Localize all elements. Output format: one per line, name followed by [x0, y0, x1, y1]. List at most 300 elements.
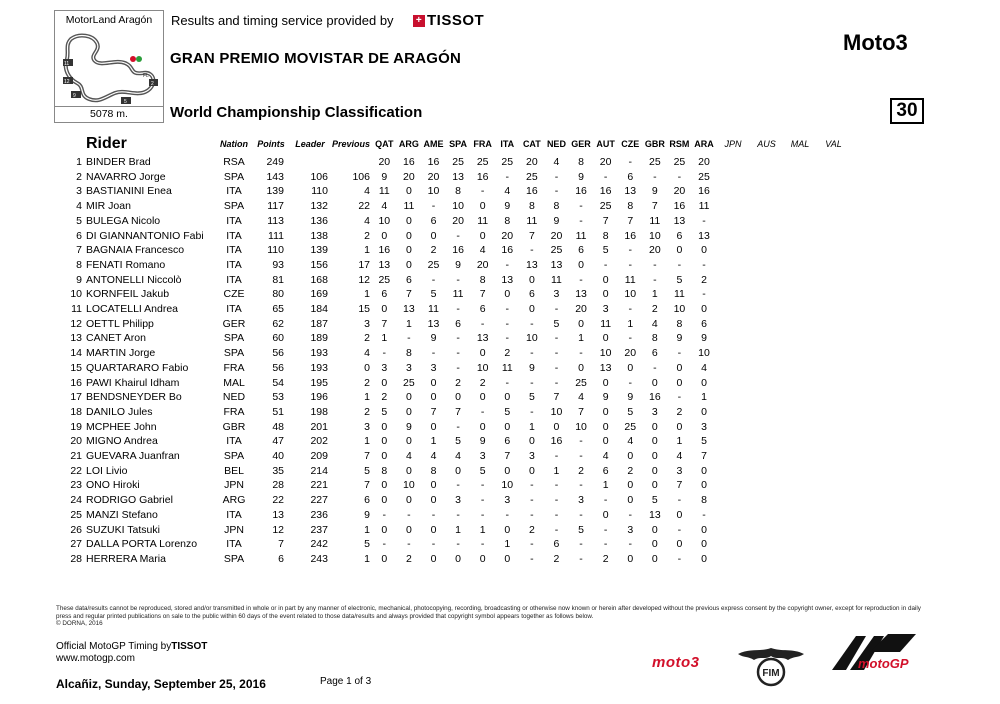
race-result: 13 [648, 508, 661, 521]
race-result: 20 [427, 170, 440, 183]
race-result: 6 [553, 538, 560, 551]
future-race-result [716, 464, 750, 479]
race-result: - [530, 347, 534, 360]
future-race-result [783, 273, 817, 288]
rider-nation: SPA [223, 552, 245, 565]
race-result: 2 [627, 464, 634, 477]
race-result: 6 [479, 303, 486, 316]
rider-nation: ITA [226, 258, 242, 271]
race-result: 20 [378, 156, 391, 168]
rider-position: 11 [71, 303, 82, 316]
race-result: 0 [701, 552, 707, 565]
race-result: - [456, 538, 460, 551]
future-race-result [817, 361, 851, 376]
future-race-result [716, 214, 750, 229]
race-result: 2 [651, 303, 658, 316]
race-result: - [677, 494, 682, 507]
rider-nation: SPA [223, 200, 245, 213]
race-result: 9 [430, 332, 437, 345]
future-race-result [750, 199, 784, 214]
race-result: 0 [701, 523, 707, 536]
race-result: 3 [381, 361, 388, 374]
race-result: - [530, 494, 534, 507]
rider-position: 16 [70, 376, 82, 389]
table-row [56, 405, 850, 420]
table-header-row [56, 133, 850, 155]
race-result: 4 [455, 450, 461, 463]
race-result: - [579, 273, 583, 286]
rider-name: MIGNO Andrea [86, 435, 158, 448]
rider-position: 10 [70, 288, 82, 301]
rider-points: 60 [272, 332, 284, 345]
race-result: 13 [624, 185, 637, 198]
race-result: 0 [676, 376, 683, 389]
header-race: NED [546, 139, 566, 149]
race-result: - [653, 258, 657, 271]
race-result: 16 [673, 200, 686, 213]
rider-nation: ITA [226, 538, 242, 551]
race-result: 25 [526, 170, 538, 183]
race-result: 0 [651, 479, 658, 492]
disclaimer [56, 605, 926, 628]
future-race-result [783, 331, 817, 346]
gap-to-leader: 237 [310, 523, 328, 536]
race-result: 0 [701, 405, 707, 418]
future-race-result [817, 434, 851, 449]
race-result: 0 [504, 552, 511, 565]
race-result: 10 [427, 185, 440, 198]
race-result: 0 [405, 435, 412, 448]
race-result: - [530, 538, 534, 551]
future-race-result [716, 405, 750, 420]
race-result: 6 [455, 317, 461, 330]
table-row [56, 273, 850, 288]
gap-to-previous: 17 [358, 258, 370, 271]
race-result: 0 [504, 288, 511, 301]
race-result: 0 [627, 479, 634, 492]
gap-to-previous: 0 [364, 361, 370, 374]
future-race-result [750, 331, 784, 346]
race-result: 10 [476, 361, 489, 374]
rider-points: 143 [266, 170, 284, 183]
rider-nation: MAL [223, 376, 245, 389]
future-race-result [817, 317, 851, 332]
rider-name: SUZUKI Tatsuki [86, 523, 160, 536]
future-race-result [817, 537, 851, 552]
moto3-logo: moto3 [652, 654, 700, 671]
gap-to-leader: 227 [310, 494, 328, 507]
race-result: 0 [627, 361, 634, 374]
rider-position: 20 [70, 435, 82, 448]
gap-to-previous: 2 [364, 376, 370, 389]
race-result: - [603, 170, 608, 183]
future-race-result [750, 155, 784, 170]
race-result: 10 [550, 405, 563, 418]
race-result: 0 [405, 405, 412, 418]
future-race-result [817, 229, 851, 244]
gap-to-previous [330, 155, 372, 170]
race-result: 6 [405, 273, 412, 286]
rider-position: 15 [70, 361, 82, 374]
future-race-result [783, 346, 817, 361]
future-race-result [817, 170, 851, 185]
race-result: 7 [405, 288, 412, 301]
race-result: - [530, 244, 534, 257]
rider-name: MIR Joan [86, 200, 131, 213]
table-row [56, 478, 850, 493]
header-race: FRA [473, 139, 492, 149]
gap-to-previous: 2 [364, 405, 370, 418]
race-result: 8 [602, 229, 609, 242]
rider-position: 22 [70, 464, 82, 477]
race-result: 2 [381, 391, 388, 404]
race-result: 0 [430, 552, 437, 565]
race-result: 0 [553, 420, 560, 433]
race-result: - [456, 347, 460, 360]
rider-points: 81 [272, 273, 284, 286]
gap-to-previous: 4 [364, 347, 370, 360]
race-result: 11 [501, 361, 513, 374]
future-race-result [750, 523, 784, 538]
future-race-result [817, 273, 851, 288]
race-result: 8 [479, 273, 486, 286]
race-result: 0 [479, 552, 486, 565]
race-result: - [554, 450, 559, 463]
race-result: 16 [698, 185, 710, 198]
race-result: - [431, 273, 436, 286]
race-result: - [603, 523, 608, 536]
race-result: 3 [578, 494, 584, 507]
race-result: - [456, 273, 460, 286]
race-result: 13 [599, 361, 612, 374]
race-result: - [628, 376, 632, 389]
future-race-result [817, 258, 851, 273]
race-result: 4 [578, 391, 584, 404]
race-result: 0 [701, 538, 707, 551]
race-result: 10 [452, 200, 464, 213]
future-race-result [750, 420, 784, 435]
race-result: 0 [479, 229, 486, 242]
race-result: 0 [430, 494, 437, 507]
race-result: 5 [676, 273, 683, 286]
circuit-box [54, 10, 164, 123]
future-race-result [817, 331, 851, 346]
race-result: 16 [403, 156, 415, 168]
race-result: 16 [501, 244, 514, 257]
race-result: 7 [701, 450, 707, 463]
future-race-result [783, 449, 817, 464]
rider-points: 93 [272, 258, 284, 271]
turn-label: 11 [64, 61, 70, 67]
race-result: - [480, 508, 485, 521]
future-race-result [716, 243, 750, 258]
rider-name: MANZI Stefano [86, 508, 158, 521]
race-result: - [480, 185, 485, 198]
future-race-result [750, 317, 784, 332]
header-future-race: JPN [724, 139, 742, 149]
gap-to-previous: 3 [364, 420, 370, 433]
provided-by-text: Results and timing service provided by [171, 13, 394, 28]
race-result: - [579, 214, 583, 227]
future-race-result [783, 420, 817, 435]
race-result: 0 [430, 229, 437, 242]
race-result: 10 [526, 332, 538, 345]
race-result: - [603, 538, 608, 551]
race-result: 13 [698, 229, 710, 242]
race-result: 10 [648, 229, 661, 242]
race-result: 0 [504, 464, 511, 477]
future-race-result [817, 214, 851, 229]
table-row [56, 523, 850, 538]
race-result: 0 [381, 450, 388, 463]
future-race-result [716, 376, 750, 391]
race-result: - [554, 523, 559, 536]
race-result: - [530, 317, 534, 330]
race-result: 7 [430, 405, 437, 418]
rider-name: BAGNAIA Francesco [86, 244, 185, 257]
future-race-result [716, 331, 750, 346]
race-result: 25 [501, 156, 514, 168]
race-result: 0 [504, 391, 511, 404]
race-result: 0 [405, 523, 412, 536]
future-race-result [783, 390, 817, 405]
turn-label: 2 [151, 81, 154, 87]
disclaimer-text: These data/results cannot be reproduced, stored and/or transmitted in whole or in part by any manner of electronic, mechanical, photocopying, recording, broadcasting or otherwise now known or herein after developed without the previous express consent by the copyright owner, except for reproduction in daily press and regular printed publications on sale to the public within 60 days of the event related to those data/results and always provided that copyright symbol appears together as follows below. [56, 605, 921, 620]
rider-name: DANILO Jules [86, 405, 153, 418]
header-race: ARA [694, 139, 714, 149]
future-race-result [716, 523, 750, 538]
race-result: 0 [405, 464, 412, 477]
tissot-cross-icon: + [413, 15, 425, 27]
race-result: 0 [701, 303, 707, 316]
race-result: 0 [651, 538, 658, 551]
race-result: 5 [602, 244, 609, 257]
table-row [56, 508, 850, 523]
race-result: 10 [501, 479, 514, 492]
rider-points: 35 [272, 464, 284, 477]
race-result: 7 [553, 391, 560, 404]
race-result: 6 [602, 464, 609, 477]
header-race: SPA [449, 139, 467, 149]
gap-to-previous: 7 [364, 450, 370, 463]
race-result: 9 [553, 214, 560, 227]
gap-to-previous: 5 [364, 464, 370, 477]
race-result: 8 [455, 185, 461, 198]
table-body [56, 155, 850, 567]
race-result: - [505, 332, 510, 345]
rider-position: 13 [70, 332, 82, 345]
future-race-result [750, 214, 784, 229]
gap-to-leader: 198 [310, 405, 328, 418]
table-row [56, 287, 850, 302]
race-result: - [677, 170, 682, 183]
rider-name: PAWI Khairul Idham [86, 376, 180, 389]
table-row [56, 170, 850, 185]
race-result: 0 [676, 508, 683, 521]
rider-position: 12 [70, 317, 82, 330]
table-row [56, 229, 850, 244]
fim-logo-text: FIM [762, 668, 780, 679]
rider-position: 23 [70, 479, 82, 492]
race-result: 20 [452, 214, 464, 227]
future-race-result [716, 552, 750, 567]
race-result: 4 [504, 185, 511, 198]
race-result: - [431, 508, 436, 521]
race-result: 0 [701, 479, 707, 492]
future-race-result [817, 508, 851, 523]
race-result: - [579, 450, 583, 463]
rider-nation: BEL [224, 464, 244, 477]
race-result: 7 [504, 450, 511, 463]
race-result: 8 [676, 317, 683, 330]
rider-position: 7 [76, 244, 82, 257]
gap-to-previous: 22 [358, 200, 370, 213]
future-race-result [716, 390, 750, 405]
fim-logo-icon [736, 644, 806, 688]
rider-points: 62 [272, 317, 284, 330]
website-link[interactable]: www.motogp.com [56, 653, 135, 664]
gap-to-leader: 136 [310, 214, 328, 227]
rider-name: OETTL Philipp [86, 317, 154, 330]
race-result: 13 [550, 258, 563, 271]
future-race-result [783, 243, 817, 258]
race-result: 0 [528, 464, 535, 477]
future-race-result [716, 258, 750, 273]
table-row [56, 552, 850, 567]
gap-to-previous: 4 [364, 185, 370, 198]
race-result: 2 [504, 347, 511, 360]
header-race: GBR [644, 139, 665, 149]
gap-to-leader [290, 155, 330, 170]
race-result: 8 [504, 214, 511, 227]
rider-position: 19 [70, 420, 82, 433]
race-result: - [628, 156, 632, 168]
rider-position: 28 [70, 552, 82, 565]
race-result: - [554, 361, 559, 374]
race-result: 25 [673, 156, 686, 168]
race-result: 0 [504, 523, 511, 536]
race-result: 10 [673, 303, 686, 316]
race-result: 9 [676, 332, 683, 345]
race-result: - [653, 361, 657, 374]
future-race-result [783, 537, 817, 552]
race-result: 20 [550, 229, 563, 242]
race-result: 4 [381, 200, 388, 213]
race-result: 7 [676, 479, 683, 492]
race-result: - [407, 538, 411, 551]
future-race-result [783, 302, 817, 317]
future-race-result [817, 449, 851, 464]
table-row [56, 331, 850, 346]
rider-points: 54 [272, 376, 284, 389]
race-result: 9 [381, 170, 388, 183]
future-race-result [750, 346, 784, 361]
rider-points: 56 [272, 361, 284, 374]
race-result: - [579, 200, 583, 213]
race-result: 0 [381, 523, 388, 536]
future-race-result [817, 155, 851, 170]
race-result: 11 [624, 273, 636, 286]
race-result: 16 [648, 391, 661, 404]
rider-points: 6 [278, 552, 284, 565]
race-result: 16 [624, 229, 637, 242]
future-race-result [783, 155, 817, 170]
table-row [56, 243, 850, 258]
future-race-result [716, 420, 750, 435]
rider-position: 2 [76, 170, 82, 183]
race-result: 13 [403, 303, 415, 316]
gap-to-leader: 201 [310, 420, 328, 433]
future-race-result [750, 273, 784, 288]
official-timing-brand: TISSOT [171, 641, 208, 652]
rider-points: 28 [272, 479, 284, 492]
race-result: 11 [649, 214, 661, 227]
race-result: 16 [575, 185, 587, 198]
rider-nation: GBR [222, 420, 246, 433]
rider-position: 14 [70, 347, 82, 360]
gap-to-previous: 15 [358, 303, 370, 316]
race-result: - [554, 508, 559, 521]
race-result: 16 [378, 244, 391, 257]
race-result: 13 [427, 317, 440, 330]
race-result: 0 [479, 420, 486, 433]
race-result: - [382, 347, 387, 360]
race-result: 9 [479, 435, 486, 448]
future-race-result [750, 478, 784, 493]
header-leader: Leader [295, 139, 325, 149]
future-race-result [716, 317, 750, 332]
race-result: 25 [575, 376, 587, 389]
future-race-result [716, 199, 750, 214]
race-result: 4 [627, 435, 634, 448]
rider-points: 7 [278, 538, 284, 551]
race-result: 0 [701, 244, 707, 257]
race-result: 11 [403, 200, 415, 213]
race-result: 2 [430, 244, 437, 257]
race-result: - [554, 303, 559, 316]
race-result: 2 [405, 552, 412, 565]
race-result: 11 [378, 185, 390, 198]
future-race-result [750, 302, 784, 317]
motogp-logo-text: motoGP [858, 656, 909, 671]
race-result: 4 [405, 450, 412, 463]
race-result: 8 [627, 200, 634, 213]
circuit-map-icon [59, 29, 159, 107]
future-race-result [783, 405, 817, 420]
race-result: 6 [578, 244, 584, 257]
race-result: 5 [578, 523, 584, 536]
rider-nation: FRA [223, 361, 245, 374]
race-result: 3 [627, 523, 634, 536]
rider-points: 48 [272, 420, 284, 433]
rider-nation: ITA [226, 273, 242, 286]
race-result: 11 [551, 273, 562, 286]
race-result: 1 [381, 332, 388, 345]
table-row [56, 155, 850, 170]
future-race-result [750, 229, 784, 244]
race-result: 0 [528, 273, 535, 286]
gap-to-leader: 196 [310, 391, 328, 404]
future-race-result [783, 258, 817, 273]
race-result: 10 [403, 479, 415, 492]
race-result: - [456, 303, 460, 316]
race-result: 16 [452, 244, 464, 257]
race-result: - [431, 347, 436, 360]
race-result: - [456, 479, 460, 492]
race-result: - [456, 229, 460, 242]
race-result: 5 [528, 391, 535, 404]
race-result: 0 [602, 420, 609, 433]
